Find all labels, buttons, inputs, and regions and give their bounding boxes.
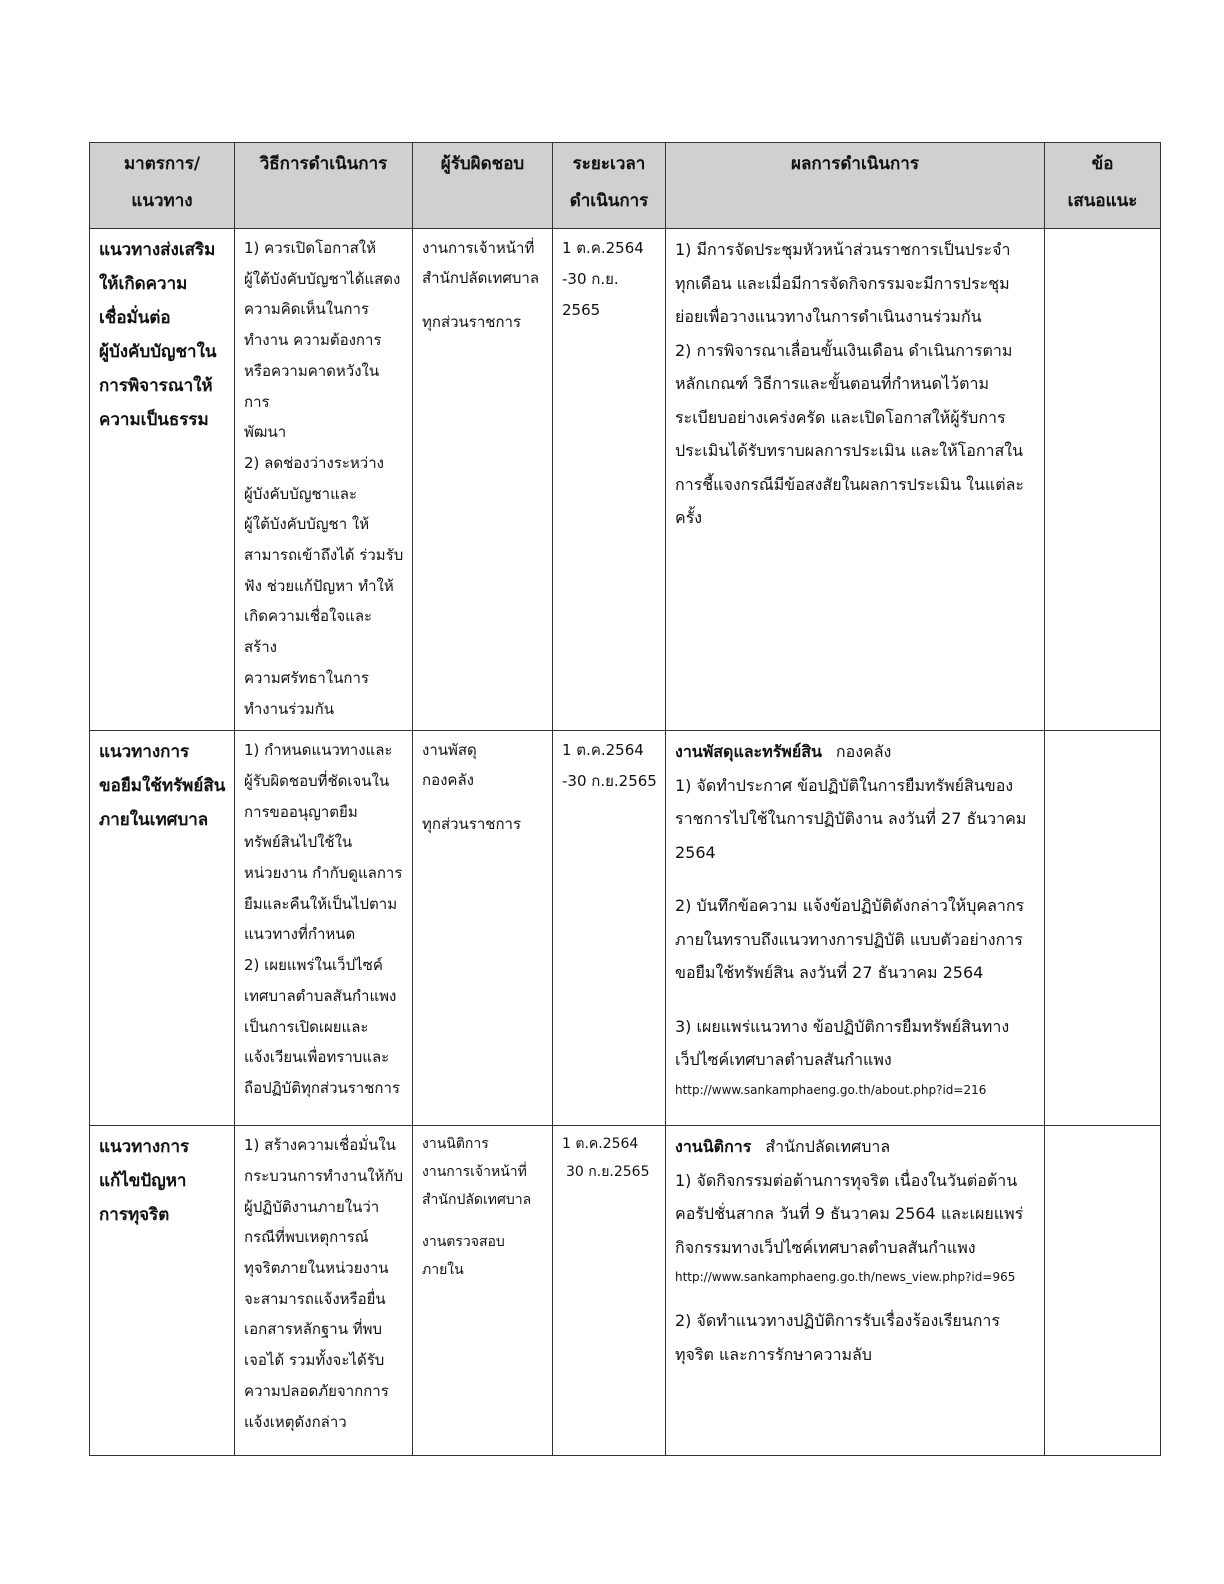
responsible-cell: งานนิติการ งานการเจ้าหน้าที่ สำนักปลัดเทศบาล งานตรวจสอบภายใน <box>413 1126 553 1456</box>
table-row <box>90 229 1161 731</box>
header-responsible: ผู้รับผิดชอบ <box>413 143 553 229</box>
responsible-cell: งานการเจ้าหน้าที่ สำนักปลัดเทศบาล ทุกส่วนราชการ <box>413 229 553 731</box>
result-heading: งานพัสดุและทรัพย์สิน กองคลัง <box>675 742 892 762</box>
result-url[interactable]: http://www.sankamphaeng.go.th/about.php?id=216 <box>675 1082 987 1097</box>
header-method: วิธีการดำเนินการ <box>235 143 413 229</box>
action-plan-table <box>89 142 1161 1456</box>
result-heading: งานนิติการ สำนักปลัดเทศบาล <box>675 1137 891 1157</box>
table-row <box>90 731 1161 1126</box>
result-url[interactable]: http://www.sankamphaeng.go.th/news_view.php?id=965 <box>675 1270 1016 1285</box>
header-measure: มาตรการ/ แนวทาง <box>90 143 235 229</box>
header-row <box>90 143 1161 229</box>
method-cell: 1) สร้างความเชื่อมั่นใน กระบวนการทำงานให้กับ ผู้ปฏิบัติงานภายในว่า กรณีที่พบเหตุการณ์ ทุจริตภายในหน่วยงาน จะสามารถแจ้งหรือยื่น เอกสารหลักฐาน ที่พบ เจอได้ รวมทั้งจะได้รับ ความปลอดภัยจากการ แจ้งเหตุดังกล่าว <box>235 1126 413 1456</box>
suggestion-cell <box>1045 229 1161 731</box>
method-cell: 1) กำหนดแนวทางและ ผู้รับผิดชอบที่ชัดเจนใน การขออนุญาตยืม ทรัพย์สินไปใช้ใน หน่วยงาน กำกับดูแลการ ยืมและคืนให้เป็นไปตาม แนวทางที่กำหนด 2) เผยแพร่ในเว็ปไซค์ เทศบาลตำบลสันกำแพง เป็นการเปิดเผยและ แจ้งเวียนเพื่อทราบและ ถือปฏิบัติทุกส่วนราชการ <box>235 731 413 1126</box>
table-row <box>90 1126 1161 1456</box>
period-cell: 1 ต.ค.2564 -30 ก.ย. 2565 <box>553 229 666 731</box>
header-suggestion: ข้อ เสนอแนะ <box>1045 143 1161 229</box>
result-cell: 1) มีการจัดประชุมหัวหน้าส่วนราชการเป็นประจำ ทุกเดือน และเมื่อมีการจัดกิจกรรมจะมีการประชุม ย่อยเพื่อวางแนวทางในการดำเนินงานร่วมกัน 2) การพิจารณาเลื่อนขั้นเงินเดือน ดำเนินการตาม หลักเกณฑ์ วิธีการและขั้นตอนที่กำหนดไว้ตาม ระเบียบอย่างเคร่งครัด และเปิดโอกาสให้ผู้รับการ ประเมินได้รับทราบผลการประเมิน และให้โอกาสใน การชี้แจงกรณีมีข้อสงสัยในผลการประเมิน ในแต่ละ ครั้ง <box>666 229 1045 731</box>
result-cell: งานนิติการ สำนักปลัดเทศบาล 1) จัดกิจกรรมต่อต้านการทุจริต เนื่องในวันต่อต้าน คอรัปชั่นสากล วันที่ 9 ธันวาคม 2564 และเผยแพร่ กิจกรรมทางเว็ปไซค์เทศบาลตำบลสันกำแพง http://www.sankamphaeng.go.th/news_view.php?id=965 2) จัดทำแนวทางปฏิบัติการรับเรื่องร้องเรียนการ ทุจริต และการรักษาความลับ <box>666 1126 1045 1456</box>
suggestion-cell <box>1045 731 1161 1126</box>
period-cell: 1 ต.ค.2564 30 ก.ย.2565 <box>553 1126 666 1456</box>
result-cell: งานพัสดุและทรัพย์สิน กองคลัง 1) จัดทำประกาศ ข้อปฏิบัติในการยืมทรัพย์สินของ ราชการไปใช้ในการปฏิบัติงาน ลงวันที่ 27 ธันวาคม 2564 2) บันทึกข้อความ แจ้งข้อปฏิบัติดังกล่าวให้บุคลากร ภายในทราบถึงแนวทางการปฏิบัติ แบบตัวอย่างการ ขอยืมใช้ทรัพย์สิน ลงวันที่ 27 ธันวาคม 2564 3) เผยแพร่แนวทาง ข้อปฏิบัติการยืมทรัพย์สินทาง เว็ปไซค์เทศบาลตำบลสันกำแพง http://www.sankamphaeng.go.th/about.php?id=216 <box>666 731 1045 1126</box>
header-result: ผลการดำเนินการ <box>666 143 1045 229</box>
measure-cell: แนวทางการ แก้ไขปัญหา การทุจริต <box>90 1126 235 1456</box>
method-cell: 1) ควรเปิดโอกาสให้ ผู้ใต้บังคับบัญชาได้แสดง ความคิดเห็นในการ ทำงาน ความต้องการ หรือความคาดหวังในการ พัฒนา 2) ลดช่องว่างระหว่าง ผู้บังคับบัญชาและ ผู้ใต้บังคับบัญชา ให้ สามารถเข้าถึงได้ ร่วมรับ ฟัง ช่วยแก้ปัญหา ทำให้ เกิดความเชื่อใจและสร้าง ความศรัทธาในการ ทำงานร่วมกัน <box>235 229 413 731</box>
header-period: ระยะเวลา ดำเนินการ <box>553 143 666 229</box>
measure-cell: แนวทางส่งเสริม ให้เกิดความ เชื่อมั่นต่อ ผู้บังคับบัญชาใน การพิจารณาให้ ความเป็นธรรม <box>90 229 235 731</box>
period-cell: 1 ต.ค.2564 -30 ก.ย.2565 <box>553 731 666 1126</box>
suggestion-cell <box>1045 1126 1161 1456</box>
measure-cell: แนวทางการ ขอยืมใช้ทรัพย์สิน ภายในเทศบาล <box>90 731 235 1126</box>
responsible-cell: งานพัสดุ กองคลัง ทุกส่วนราชการ <box>413 731 553 1126</box>
